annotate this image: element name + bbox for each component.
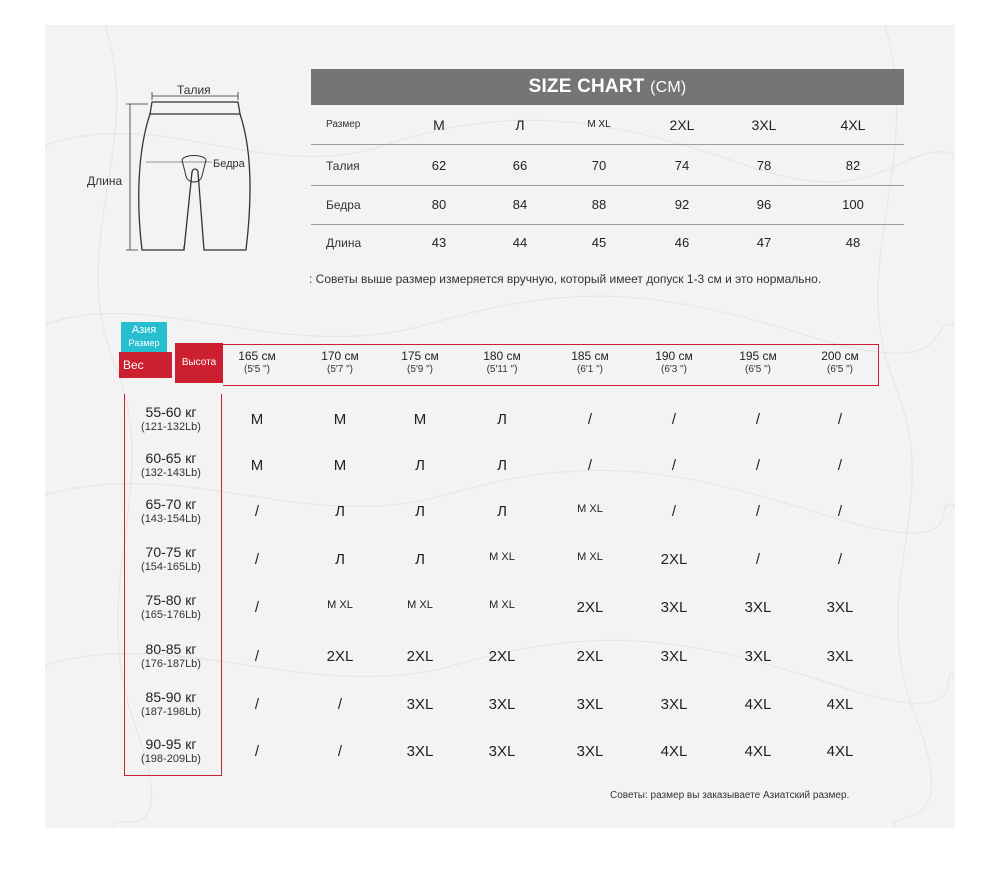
measurement-cell: 46 xyxy=(674,235,690,250)
recommended-size-cell: 3XL xyxy=(826,648,854,665)
height-header-cell xyxy=(462,349,542,375)
recommended-size-cell: / xyxy=(254,696,260,713)
height-header-cell xyxy=(718,349,798,375)
recommended-size-cell: / xyxy=(254,551,260,568)
recommended-size-cell: / xyxy=(837,551,843,568)
recommended-size-cell: / xyxy=(337,743,343,760)
recommended-size-cell: / xyxy=(671,411,677,428)
height-header-cell xyxy=(634,349,714,375)
height-cm: 170 см xyxy=(321,349,359,363)
recommended-size-cell: 3XL xyxy=(826,599,854,616)
weight-kg: 65-70 кг xyxy=(145,496,197,512)
recommended-size-cell: 3XL xyxy=(576,743,604,760)
recommended-size-cell: 2XL xyxy=(576,648,604,665)
length-label: Длина xyxy=(87,174,123,188)
recommended-size-cell: / xyxy=(254,599,260,616)
size-header-cell: 2XL xyxy=(669,117,695,133)
weight-lb: (143-154Lb) xyxy=(141,513,201,525)
recommended-size-cell: 2XL xyxy=(326,648,354,665)
recommended-size-cell: / xyxy=(587,411,593,428)
weight-lb: (121-132Lb) xyxy=(141,421,201,433)
weight-row-label xyxy=(128,496,214,525)
recommended-size-cell: 4XL xyxy=(744,743,772,760)
recommended-size-cell: / xyxy=(671,503,677,520)
hip-label: Бедра xyxy=(213,158,245,170)
recommended-size-cell: Л xyxy=(335,503,345,520)
measurement-row xyxy=(311,224,904,262)
measurement-cell: 80 xyxy=(431,197,447,212)
recommended-size-cell: M XL xyxy=(407,599,433,611)
recommended-size-cell: Л xyxy=(415,551,425,568)
recommended-size-cell: / xyxy=(755,411,761,428)
measurement-cell: 84 xyxy=(512,197,528,212)
height-inches: (5'7 ") xyxy=(326,364,354,375)
recommended-size-cell: / xyxy=(671,457,677,474)
measurement-cell: 44 xyxy=(512,235,528,250)
weight-kg: 85-90 кг xyxy=(145,689,197,705)
weight-row-label xyxy=(128,404,214,433)
waist-label: Талия xyxy=(177,83,211,97)
measurement-cell: 48 xyxy=(845,235,861,250)
height-inches: (6'1 ") xyxy=(576,364,604,375)
measurement-cell: 100 xyxy=(842,197,864,212)
height-cm: 190 см xyxy=(655,349,693,363)
measurement-cell: 92 xyxy=(674,197,690,212)
weight-row-label xyxy=(128,641,214,670)
size-header-cell: Л xyxy=(515,117,525,133)
size-header-cell: M XL xyxy=(587,119,611,130)
row-label: Размер xyxy=(326,119,361,130)
recommended-size-cell: M xyxy=(250,457,264,474)
recommended-size-cell: Л xyxy=(335,551,345,568)
recommended-size-cell: 2XL xyxy=(660,551,688,568)
recommended-size-cell: 4XL xyxy=(660,743,688,760)
recommended-size-cell: M XL xyxy=(327,599,353,611)
recommended-size-cell: 3XL xyxy=(660,599,688,616)
recommended-size-cell: / xyxy=(755,551,761,568)
recommended-size-cell: M XL xyxy=(577,503,603,515)
measurement-cell: 45 xyxy=(591,235,607,250)
recommended-size-cell: / xyxy=(254,648,260,665)
height-cm: 180 см xyxy=(483,349,521,363)
recommended-size-cell: M xyxy=(413,411,427,428)
recommended-size-cell: / xyxy=(755,503,761,520)
height-inches: (5'5 ") xyxy=(243,364,271,375)
height-tag: Высота xyxy=(175,343,223,383)
weight-lb: (176-187Lb) xyxy=(141,658,201,670)
recommended-size-cell: 3XL xyxy=(744,648,772,665)
recommended-size-cell: / xyxy=(755,457,761,474)
weight-kg: 90-95 кг xyxy=(145,736,197,752)
recommended-size-cell: 3XL xyxy=(744,599,772,616)
measurement-cell: 70 xyxy=(591,158,607,173)
recommended-size-cell: Л xyxy=(415,503,425,520)
measurement-cell: 66 xyxy=(512,158,528,173)
weight-lb: (198-209Lb) xyxy=(141,753,201,765)
recommended-size-cell: M XL xyxy=(489,551,515,563)
weight-lb: (154-165Lb) xyxy=(141,561,201,573)
weight-lb: (165-176Lb) xyxy=(141,609,201,621)
measurement-row xyxy=(311,186,904,225)
weight-kg: 80-85 кг xyxy=(145,641,197,657)
height-inches: (5'11 ") xyxy=(486,364,518,375)
recommended-size-cell: M XL xyxy=(577,551,603,563)
height-header-cell xyxy=(800,349,880,375)
recommended-size-cell: Л xyxy=(497,411,507,428)
size-header-row xyxy=(311,106,904,145)
size-chart-title xyxy=(311,69,904,105)
height-cm: 165 см xyxy=(238,349,276,363)
height-inches: (6'5 ") xyxy=(826,364,854,375)
measurement-cell: 88 xyxy=(591,197,607,212)
recommended-size-cell: / xyxy=(587,457,593,474)
recommended-size-cell: 4XL xyxy=(744,696,772,713)
height-inches: (5'9 ") xyxy=(406,364,434,375)
measurement-row xyxy=(311,147,904,186)
asia-tag-sub: Размер xyxy=(128,338,160,348)
measurement-cell: 47 xyxy=(756,235,772,250)
measurement-cell: 74 xyxy=(674,158,690,173)
measurement-cell: 82 xyxy=(845,158,861,173)
height-cm: 200 см xyxy=(821,349,859,363)
weight-kg: 60-65 кг xyxy=(145,450,197,466)
size-chart-title-text: SIZE CHART xyxy=(528,76,645,97)
height-inches: (6'3 ") xyxy=(660,364,688,375)
recommended-size-cell: Л xyxy=(415,457,425,474)
asia-size-tag xyxy=(121,322,167,352)
height-header-cell xyxy=(550,349,630,375)
recommended-size-cell: / xyxy=(337,696,343,713)
weight-row-label xyxy=(128,544,214,573)
weight-lb: (132-143Lb) xyxy=(141,467,201,479)
size-header-cell: 4XL xyxy=(840,117,866,133)
height-header-cell xyxy=(217,349,297,375)
size-chart-unit: (CM) xyxy=(650,79,687,96)
measurement-cell: 96 xyxy=(756,197,772,212)
recommended-size-cell: 3XL xyxy=(660,696,688,713)
weight-kg: 75-80 кг xyxy=(145,592,197,608)
height-cm: 175 см xyxy=(401,349,439,363)
measurement-cell: 78 xyxy=(756,158,772,173)
measurement-note: : Советы выше размер измеряется вручную, который имеет допуск 1-3 см и это нормально. xyxy=(309,272,822,286)
recommended-size-cell: Л xyxy=(497,503,507,520)
shorts-outline-icon xyxy=(80,80,280,260)
recommended-size-cell: 3XL xyxy=(488,696,516,713)
recommended-size-cell: / xyxy=(837,457,843,474)
size-header-cell: 3XL xyxy=(751,117,777,133)
recommended-size-cell: 3XL xyxy=(406,696,434,713)
recommended-size-cell: / xyxy=(254,743,260,760)
weight-row-label xyxy=(128,689,214,718)
recommended-size-cell: M XL xyxy=(489,599,515,611)
asian-size-note: Советы: размер вы заказываете Азиатский размер. xyxy=(610,790,850,801)
recommended-size-cell: 3XL xyxy=(488,743,516,760)
size-header-cell: M xyxy=(433,117,445,133)
height-header-cell xyxy=(380,349,460,375)
height-header-cell xyxy=(300,349,380,375)
height-inches: (6'5 ") xyxy=(744,364,772,375)
height-cm: 185 см xyxy=(571,349,609,363)
recommended-size-cell: 3XL xyxy=(406,743,434,760)
recommended-size-cell: 2XL xyxy=(576,599,604,616)
asia-tag-label: Азия xyxy=(131,324,157,336)
row-label: Бедра xyxy=(326,198,361,212)
weight-row-label xyxy=(128,736,214,765)
recommended-size-cell: 2XL xyxy=(406,648,434,665)
row-label: Талия xyxy=(326,159,360,173)
recommended-size-cell: / xyxy=(837,503,843,520)
recommended-size-cell: / xyxy=(837,411,843,428)
recommended-size-cell: 4XL xyxy=(826,696,854,713)
weight-kg: 55-60 кг xyxy=(145,404,197,420)
weight-kg: 70-75 кг xyxy=(145,544,197,560)
weight-tag: Вес xyxy=(119,352,172,378)
recommended-size-cell: 3XL xyxy=(576,696,604,713)
row-label: Длина xyxy=(326,236,362,250)
recommended-size-cell: M xyxy=(333,457,347,474)
recommended-size-cell: 3XL xyxy=(660,648,688,665)
weight-lb: (187-198Lb) xyxy=(141,706,201,718)
recommended-size-cell: M xyxy=(333,411,347,428)
recommended-size-cell: M xyxy=(250,411,264,428)
recommended-size-cell: / xyxy=(254,503,260,520)
weight-row-label xyxy=(128,592,214,621)
weight-row-label xyxy=(128,450,214,479)
measurement-cell: 43 xyxy=(431,235,447,250)
recommended-size-cell: Л xyxy=(497,457,507,474)
measurement-cell: 62 xyxy=(431,158,447,173)
recommended-size-cell: 4XL xyxy=(826,743,854,760)
recommended-size-cell: 2XL xyxy=(488,648,516,665)
height-cm: 195 см xyxy=(739,349,777,363)
